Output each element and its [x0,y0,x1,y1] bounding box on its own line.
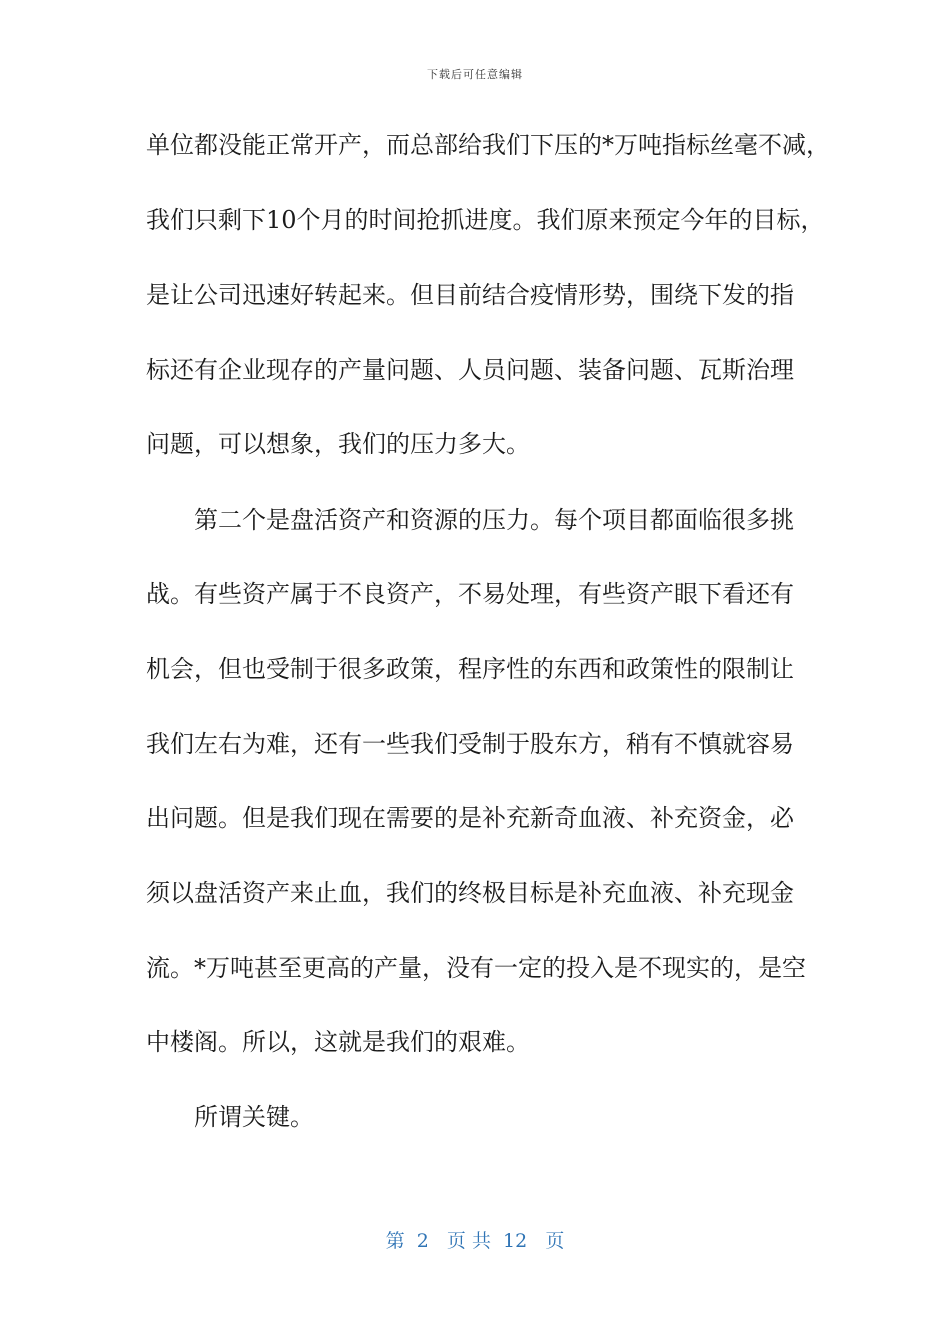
header-note: 下载后可任意编辑 [427,68,523,81]
body-line: 流。*万吨甚至更高的产量，没有一定的投入是不现实的，是空 [146,954,806,982]
body-line: 战。有些资产属于不良资产，不易处理，有些资产眼下看还有 [146,580,794,608]
body-line: 是让公司迅速好转起来。但目前结合疫情形势，围绕下发的指 [146,281,794,309]
paragraph-first-line: 所谓关键。 [194,1103,314,1131]
page-number-footer: 第 2 页 共 12 页 [385,1230,565,1252]
body-line: 须以盘活资产来止血，我们的终极目标是补充血液、补充现金 [146,879,794,907]
body-line: 我们左右为难，还有一些我们受制于股东方，稍有不慎就容易 [146,730,794,758]
paragraph-first-line: 第二个是盘活资产和资源的压力。每个项目都面临很多挑 [194,506,794,534]
body-line: 标还有企业现存的产量问题、人员问题、装备问题、瓦斯治理 [146,356,794,384]
body-line: 我们只剩下10个月的时间抢抓进度。我们原来预定今年的目标， [146,206,825,234]
body-line: 出问题。但是我们现在需要的是补充新奇血液、补充资金，必 [146,804,794,832]
body-line: 单位都没能正常开产，而总部给我们下压的*万吨指标丝毫不减， [146,131,830,159]
body-line: 机会，但也受制于很多政策，程序性的东西和政策性的限制让 [146,655,794,683]
body-line: 问题，可以想象，我们的压力多大。 [146,430,530,458]
body-line: 中楼阁。所以，这就是我们的艰难。 [146,1028,530,1056]
